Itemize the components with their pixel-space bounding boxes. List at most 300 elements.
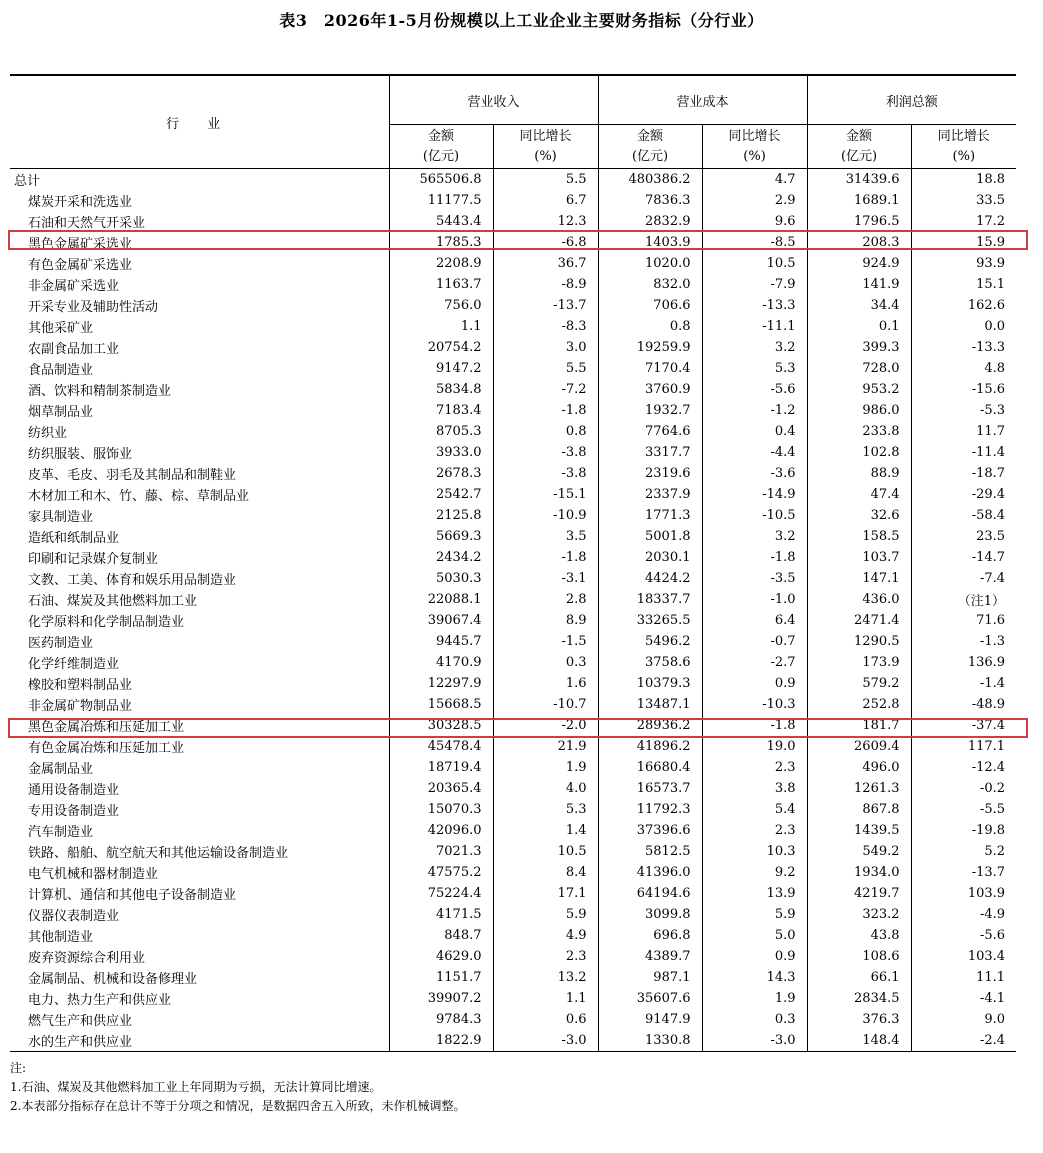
revenue-amount-cell: 9445.7 [389,631,493,652]
revenue-amount-cell: 8705.3 [389,421,493,442]
industry-name-cell: 皮革、毛皮、羽毛及其制品和制鞋业 [10,463,389,484]
revenue-growth-cell: 3.5 [493,526,598,547]
revenue-amount-cell: 1163.7 [389,274,493,295]
revenue-amount-cell: 565506.8 [389,169,493,191]
revenue-growth-cell: 0.6 [493,1009,598,1030]
profit-growth-cell: 9.0 [984,1012,1006,1027]
cost-amount-cell: 2319.6 [598,463,702,484]
revenue-amount-cell: 9147.2 [389,358,493,379]
cost-growth-cell: 0.9 [702,946,807,967]
table-row [10,904,1016,925]
profit-growth-cell: -4.1 [979,991,1006,1006]
industry-header: 行 业 [10,75,389,169]
cost-amount-header: 金额 (亿元) [598,125,702,169]
cost-growth-cell: 2.3 [702,757,807,778]
profit-amount-cell: 2834.5 [807,988,911,1009]
profit-growth-cell: -37.4 [971,718,1006,733]
table-row [10,652,1016,673]
profit-growth-cell: 18.8 [976,172,1006,187]
table-row [10,295,1016,316]
profit-growth-cell: -13.7 [971,865,1006,880]
table-row [10,379,1016,400]
table-row [10,190,1016,211]
revenue-growth-cell: -2.0 [493,715,598,736]
profit-amount-cell: 867.8 [807,799,911,820]
revenue-amount-cell: 22088.1 [389,589,493,610]
revenue-growth-cell: -3.8 [493,442,598,463]
profit-amount-cell: 31439.6 [807,169,911,191]
cost-growth-cell: 14.3 [702,967,807,988]
profit-amount-cell: 147.1 [807,568,911,589]
revenue-growth-cell: 5.5 [493,358,598,379]
cost-amount-cell: 5812.5 [598,841,702,862]
table-row [10,778,1016,799]
profit-header: 利润总额 [807,75,1016,125]
cost-growth-cell: 4.7 [702,169,807,191]
profit-amount-cell: 148.4 [807,1030,911,1052]
industry-name-cell: 煤炭开采和洗选业 [10,190,389,211]
notes-label: 注: [10,1061,27,1075]
profit-amount-cell: 34.4 [807,295,911,316]
industry-name-cell: 石油和天然气开采业 [10,211,389,232]
profit-amount-cell: 986.0 [807,400,911,421]
cost-amount-cell: 1403.9 [598,232,702,253]
cost-amount-cell: 2832.9 [598,211,702,232]
table-row [10,883,1016,904]
revenue-growth-cell: -10.9 [493,505,598,526]
table-row [10,1009,1016,1030]
industry-name-cell: 计算机、通信和其他电子设备制造业 [10,883,389,904]
profit-growth-cell: -2.4 [979,1033,1006,1048]
industry-name-cell: 有色金属冶炼和压延加工业 [10,736,389,757]
cost-amount-cell: 37396.6 [598,820,702,841]
note-1: 1.石油、煤炭及其他燃料加工业上年同期为亏损，无法计算同比增速。 [10,1080,382,1094]
profit-growth-cell: 103.9 [967,886,1006,901]
industry-name-cell: 黑色金属矿采选业 [10,232,389,253]
table-row [10,211,1016,232]
industry-name-cell: 非金属矿采选业 [10,274,389,295]
cost-growth-cell: -3.5 [702,568,807,589]
industry-name-cell: 汽车制造业 [10,820,389,841]
revenue-growth-cell: -3.8 [493,463,598,484]
industry-name-cell: 非金属矿物制品业 [10,694,389,715]
industry-name-cell: 仪器仪表制造业 [10,904,389,925]
revenue-header: 营业收入 [389,75,598,125]
table-row [10,715,1016,736]
revenue-amount-cell: 47575.2 [389,862,493,883]
cost-amount-cell: 16573.7 [598,778,702,799]
revenue-growth-cell: 8.9 [493,610,598,631]
revenue-amount-cell: 3933.0 [389,442,493,463]
profit-amount-cell: 436.0 [807,589,911,610]
industry-name-cell: 金属制品业 [10,757,389,778]
cost-growth-cell: -3.0 [702,1030,807,1052]
industry-name-cell: 文教、工美、体育和娱乐用品制造业 [10,568,389,589]
profit-growth-cell: 93.9 [976,256,1006,271]
revenue-growth-cell: 4.0 [493,778,598,799]
profit-growth-cell: -11.4 [971,445,1006,460]
cost-amount-cell: 33265.5 [598,610,702,631]
industry-name-cell: 橡胶和塑料制品业 [10,673,389,694]
cost-growth-cell: 3.8 [702,778,807,799]
revenue-amount-cell: 5834.8 [389,379,493,400]
profit-growth-cell: -29.4 [971,487,1006,502]
table-row [10,358,1016,379]
revenue-amount-cell: 2542.7 [389,484,493,505]
cost-amount-cell: 480386.2 [598,169,702,191]
cost-growth-cell: 13.9 [702,883,807,904]
profit-growth-cell: 4.8 [984,361,1006,376]
cost-amount-cell: 0.8 [598,316,702,337]
table-row [10,337,1016,358]
industry-name-cell: 水的生产和供应业 [10,1030,389,1052]
cost-amount-cell: 5496.2 [598,631,702,652]
revenue-growth-cell: -13.7 [493,295,598,316]
industry-name-cell: 其他采矿业 [10,316,389,337]
cost-growth-cell: -14.9 [702,484,807,505]
revenue-amount-cell: 20754.2 [389,337,493,358]
revenue-growth-cell: 5.5 [493,169,598,191]
cost-growth-cell: -11.1 [702,316,807,337]
revenue-growth-cell: 5.9 [493,904,598,925]
industry-name-cell: 黑色金属冶炼和压延加工业 [10,715,389,736]
cost-growth-cell: -5.6 [702,379,807,400]
cost-growth-cell: -1.8 [702,547,807,568]
profit-amount-cell: 47.4 [807,484,911,505]
table-row [10,820,1016,841]
profit-growth-cell: -7.4 [979,571,1006,586]
industry-name-cell: 酒、饮料和精制茶制造业 [10,379,389,400]
cost-growth-cell: -1.8 [702,715,807,736]
cost-amount-cell: 3317.7 [598,442,702,463]
cost-growth-cell: -3.6 [702,463,807,484]
revenue-growth-cell: -3.1 [493,568,598,589]
revenue-amount-cell: 2208.9 [389,253,493,274]
profit-amount-cell: 1439.5 [807,820,911,841]
revenue-amount-cell: 7021.3 [389,841,493,862]
cost-amount-cell: 2337.9 [598,484,702,505]
cost-amount-cell: 1020.0 [598,253,702,274]
profit-growth-cell: 136.9 [967,655,1006,670]
profit-amount-cell: 66.1 [807,967,911,988]
cost-growth-cell: 10.3 [702,841,807,862]
profit-growth-cell: -12.4 [971,760,1006,775]
cost-growth-cell: -1.2 [702,400,807,421]
cost-growth-cell: -0.7 [702,631,807,652]
revenue-growth-cell: 17.1 [493,883,598,904]
cost-amount-cell: 7170.4 [598,358,702,379]
cost-amount-cell: 2030.1 [598,547,702,568]
cost-growth-cell: 9.6 [702,211,807,232]
profit-growth-cell: 33.5 [976,193,1006,208]
cost-amount-cell: 3760.9 [598,379,702,400]
table-row [10,274,1016,295]
cost-growth-cell: 5.0 [702,925,807,946]
cost-growth-cell: 19.0 [702,736,807,757]
revenue-amount-cell: 11177.5 [389,190,493,211]
profit-growth-cell: -58.4 [971,508,1006,523]
industry-name-cell: 化学原料和化学制品制造业 [10,610,389,631]
note-2: 2.本表部分指标存在总计不等于分项之和情况，是数据四舍五入所致，未作机械调整。 [10,1099,466,1113]
profit-amount-cell: 141.9 [807,274,911,295]
cost-amount-cell: 3758.6 [598,652,702,673]
industry-name-cell: 造纸和纸制品业 [10,526,389,547]
revenue-growth-cell: 13.2 [493,967,598,988]
industry-name-cell: 电气机械和器材制造业 [10,862,389,883]
profit-amount-cell: 158.5 [807,526,911,547]
notes [10,1059,465,1116]
cost-growth-cell: 2.9 [702,190,807,211]
revenue-amount-cell: 45478.4 [389,736,493,757]
cost-amount-cell: 1771.3 [598,505,702,526]
industry-name-cell: 通用设备制造业 [10,778,389,799]
cost-growth-cell: 5.4 [702,799,807,820]
revenue-growth-cell: 1.6 [493,673,598,694]
revenue-growth-cell: 1.9 [493,757,598,778]
table-row [10,925,1016,946]
cost-amount-cell: 13487.1 [598,694,702,715]
industry-name-cell: 医药制造业 [10,631,389,652]
profit-amount-cell: 32.6 [807,505,911,526]
profit-amount-cell: 88.9 [807,463,911,484]
cost-growth-cell: -10.3 [702,694,807,715]
profit-amount-cell: 173.9 [807,652,911,673]
financial-table [10,74,1016,1052]
revenue-amount-cell: 848.7 [389,925,493,946]
table-row [10,421,1016,442]
table-row [10,442,1016,463]
cost-growth-cell: -10.5 [702,505,807,526]
table-row [10,484,1016,505]
revenue-amount-cell: 15668.5 [389,694,493,715]
profit-amount-cell: 108.6 [807,946,911,967]
cost-amount-cell: 832.0 [598,274,702,295]
revenue-growth-cell: 1.1 [493,988,598,1009]
profit-growth-cell: -48.9 [971,697,1006,712]
industry-name-cell: 其他制造业 [10,925,389,946]
table-row [10,946,1016,967]
industry-name-cell: 有色金属矿采选业 [10,253,389,274]
revenue-amount-cell: 4170.9 [389,652,493,673]
profit-growth-cell: 15.9 [976,235,1006,250]
industry-name-cell: 纺织业 [10,421,389,442]
revenue-growth-cell: -10.7 [493,694,598,715]
profit-amount-cell: 728.0 [807,358,911,379]
profit-amount-cell: 233.8 [807,421,911,442]
cost-amount-cell: 4424.2 [598,568,702,589]
cost-amount-cell: 16680.4 [598,757,702,778]
cost-growth-cell: 5.9 [702,904,807,925]
revenue-growth-cell: -6.8 [493,232,598,253]
cost-growth-cell: -2.7 [702,652,807,673]
profit-growth-cell: -5.5 [979,802,1006,817]
profit-growth-cell: -0.2 [979,781,1006,796]
profit-growth-cell: -15.6 [971,382,1006,397]
revenue-amount-cell: 39067.4 [389,610,493,631]
table-row [10,232,1016,253]
revenue-growth-cell: 36.7 [493,253,598,274]
profit-growth-cell: -4.9 [979,907,1006,922]
profit-amount-cell: 103.7 [807,547,911,568]
cost-growth-cell: 2.3 [702,820,807,841]
revenue-amount-cell: 20365.4 [389,778,493,799]
cost-amount-cell: 706.6 [598,295,702,316]
profit-amount-cell: 496.0 [807,757,911,778]
cost-growth-cell: 0.4 [702,421,807,442]
cost-growth-cell: 0.3 [702,1009,807,1030]
table-row [10,631,1016,652]
industry-name-cell: 农副食品加工业 [10,337,389,358]
profit-growth-header: 同比增长 (%) [911,125,1016,169]
revenue-growth-cell: -1.8 [493,547,598,568]
cost-amount-cell: 19259.9 [598,337,702,358]
table-row [10,526,1016,547]
profit-growth-cell: （注1） [957,594,1006,609]
revenue-amount-cell: 42096.0 [389,820,493,841]
table-row [10,505,1016,526]
cost-amount-cell: 11792.3 [598,799,702,820]
profit-amount-cell: 549.2 [807,841,911,862]
revenue-growth-cell: 8.4 [493,862,598,883]
profit-growth-cell: -13.3 [971,340,1006,355]
page-title: 表3 2026年1-5月份规模以上工业企业主要财务指标（分行业） [279,11,764,30]
revenue-growth-cell: 10.5 [493,841,598,862]
table-row [10,589,1016,610]
cost-amount-cell: 696.8 [598,925,702,946]
profit-amount-cell: 1261.3 [807,778,911,799]
table-row [10,988,1016,1009]
profit-amount-cell: 0.1 [807,316,911,337]
profit-amount-cell: 2609.4 [807,736,911,757]
profit-growth-cell: 5.2 [984,844,1006,859]
revenue-growth-cell: 2.8 [493,589,598,610]
revenue-amount-cell: 9784.3 [389,1009,493,1030]
cost-amount-cell: 1932.7 [598,400,702,421]
revenue-growth-cell: -8.3 [493,316,598,337]
cost-header: 营业成本 [598,75,807,125]
revenue-amount-cell: 2125.8 [389,505,493,526]
profit-amount-cell: 43.8 [807,925,911,946]
industry-name-cell: 纺织服装、服饰业 [10,442,389,463]
profit-amount-cell: 1796.5 [807,211,911,232]
revenue-growth-cell: 1.4 [493,820,598,841]
profit-growth-cell: 17.2 [976,214,1006,229]
revenue-amount-cell: 15070.3 [389,799,493,820]
cost-growth-cell: -1.0 [702,589,807,610]
cost-growth-cell: -7.9 [702,274,807,295]
industry-name-cell: 化学纤维制造业 [10,652,389,673]
industry-name-cell: 金属制品、机械和设备修理业 [10,967,389,988]
cost-amount-cell: 10379.3 [598,673,702,694]
revenue-amount-cell: 5443.4 [389,211,493,232]
table-row [10,673,1016,694]
revenue-growth-cell: 21.9 [493,736,598,757]
industry-name-cell: 废弃资源综合利用业 [10,946,389,967]
profit-amount-cell: 924.9 [807,253,911,274]
profit-amount-header: 金额 (亿元) [807,125,911,169]
profit-growth-cell: 103.4 [967,949,1006,964]
industry-name-cell: 石油、煤炭及其他燃料加工业 [10,589,389,610]
profit-amount-cell: 399.3 [807,337,911,358]
profit-growth-cell: -1.4 [979,676,1006,691]
revenue-amount-cell: 5030.3 [389,568,493,589]
cost-growth-cell: 0.9 [702,673,807,694]
revenue-amount-cell: 4629.0 [389,946,493,967]
profit-amount-cell: 181.7 [807,715,911,736]
industry-name-cell: 开采专业及辅助性活动 [10,295,389,316]
cost-amount-cell: 18337.7 [598,589,702,610]
profit-growth-cell: 0.0 [984,319,1006,334]
profit-amount-cell: 1689.1 [807,190,911,211]
profit-amount-cell: 953.2 [807,379,911,400]
profit-amount-cell: 4219.7 [807,883,911,904]
industry-name-cell: 木材加工和木、竹、藤、棕、草制品业 [10,484,389,505]
revenue-amount-cell: 30328.5 [389,715,493,736]
revenue-growth-cell: -8.9 [493,274,598,295]
revenue-amount-cell: 4171.5 [389,904,493,925]
profit-growth-cell: -5.6 [979,928,1006,943]
revenue-growth-cell: -7.2 [493,379,598,400]
profit-growth-cell: -19.8 [971,823,1006,838]
revenue-growth-cell: 12.3 [493,211,598,232]
revenue-amount-cell: 2434.2 [389,547,493,568]
cost-growth-cell: 3.2 [702,337,807,358]
cost-growth-cell: 9.2 [702,862,807,883]
profit-growth-cell: 117.1 [967,739,1006,754]
cost-amount-cell: 4389.7 [598,946,702,967]
industry-name-cell: 印刷和记录媒介复制业 [10,547,389,568]
profit-growth-cell: 162.6 [967,298,1006,313]
revenue-growth-cell: 0.3 [493,652,598,673]
cost-growth-cell: -4.4 [702,442,807,463]
cost-amount-cell: 987.1 [598,967,702,988]
industry-name-cell: 烟草制品业 [10,400,389,421]
profit-amount-cell: 579.2 [807,673,911,694]
profit-growth-cell: -14.7 [971,550,1006,565]
cost-growth-header: 同比增长 (%) [702,125,807,169]
cost-amount-cell: 41396.0 [598,862,702,883]
table-row [10,547,1016,568]
cost-growth-cell: 3.2 [702,526,807,547]
revenue-growth-cell: 3.0 [493,337,598,358]
profit-amount-cell: 323.2 [807,904,911,925]
revenue-growth-header: 同比增长 (%) [493,125,598,169]
profit-amount-cell: 208.3 [807,232,911,253]
revenue-amount-cell: 12297.9 [389,673,493,694]
revenue-amount-cell: 756.0 [389,295,493,316]
cost-amount-cell: 9147.9 [598,1009,702,1030]
table-header [10,75,1016,169]
cost-growth-cell: -8.5 [702,232,807,253]
table-row [10,841,1016,862]
cost-amount-cell: 1330.8 [598,1030,702,1052]
profit-growth-cell: 11.7 [976,424,1006,439]
profit-growth-cell: 23.5 [976,529,1006,544]
profit-amount-cell: 1290.5 [807,631,911,652]
profit-amount-cell: 376.3 [807,1009,911,1030]
table-row [10,862,1016,883]
revenue-growth-cell: 2.3 [493,946,598,967]
table-row [10,799,1016,820]
table-row [10,610,1016,631]
table-row [10,967,1016,988]
table-row [10,463,1016,484]
table-body [10,169,1016,1052]
cost-amount-cell: 3099.8 [598,904,702,925]
profit-growth-cell: 15.1 [976,277,1006,292]
revenue-amount-cell: 1822.9 [389,1030,493,1052]
industry-name-cell: 专用设备制造业 [10,799,389,820]
